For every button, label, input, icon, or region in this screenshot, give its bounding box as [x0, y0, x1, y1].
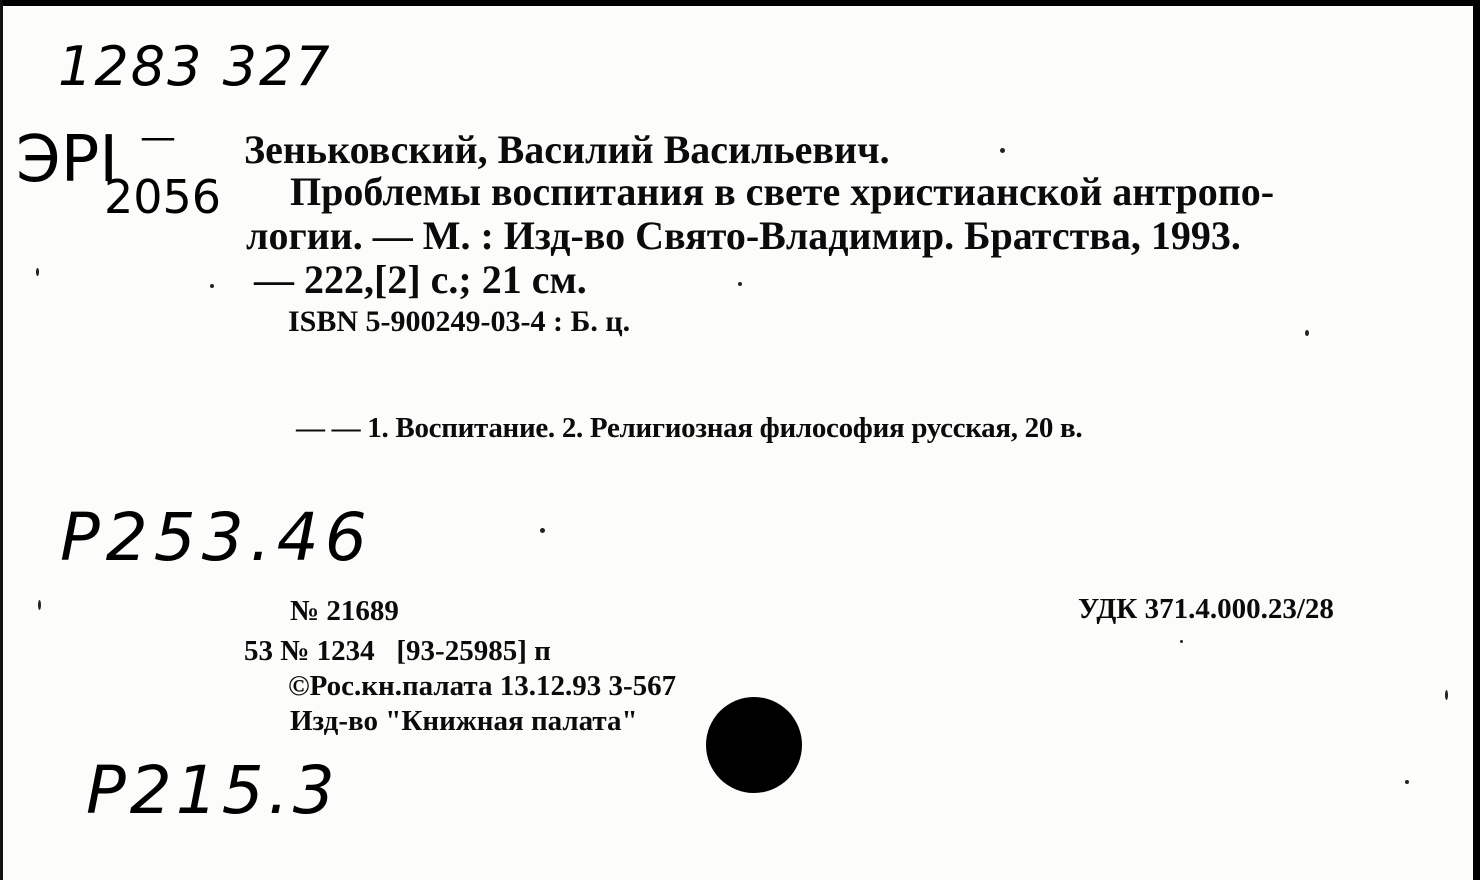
punch-hole	[706, 697, 802, 793]
shelf-mark-fraction-top: —	[140, 117, 176, 158]
record-number: № 21689	[290, 595, 399, 627]
card-top-edge	[0, 0, 1480, 6]
speck	[1180, 640, 1183, 643]
title-line-1: Проблемы воспитания в свете христианской антропо-	[290, 169, 1275, 214]
speck	[210, 284, 214, 288]
speck	[1445, 690, 1448, 700]
book-chamber-line: ©Рос.кн.палата 13.12.93 3-567	[288, 670, 677, 702]
card-left-edge	[0, 0, 3, 880]
speck	[540, 528, 545, 533]
publisher-footer: Изд-во "Книжная палата"	[290, 705, 638, 737]
speck	[1000, 148, 1005, 153]
shelf-mark-prefix: ЭРI	[16, 123, 119, 197]
speck	[1405, 780, 1409, 784]
handwritten-call-number: 1283 327	[58, 35, 332, 98]
line-53: 53 № 1234 [93-25985] п	[244, 635, 551, 667]
speck	[738, 282, 742, 286]
udc-code: УДК 371.4.000.23/28	[1078, 593, 1334, 625]
subject-headings: — — 1. Воспитание. 2. Религиозная философия русская, 20 в.	[296, 412, 1083, 444]
card-right-edge	[1473, 0, 1480, 880]
speck	[1305, 330, 1309, 336]
title-line-2: логии. — М. : Изд-во Свято-Владимир. Братства, 1993.	[246, 213, 1241, 258]
speck	[38, 600, 41, 610]
shelf-mark-fraction-bottom: 2056	[104, 170, 222, 224]
speck	[36, 268, 39, 276]
title-line-3: — 222,[2] с.; 21 см.	[254, 257, 587, 302]
author-heading: Зеньковский, Василий Васильевич.	[244, 127, 890, 172]
handwritten-classification-1: Р253.46	[60, 499, 373, 576]
isbn-line: ISBN 5-900249-03-4 : Б. ц.	[288, 305, 631, 338]
handwritten-classification-2: Р215.3	[86, 752, 339, 829]
